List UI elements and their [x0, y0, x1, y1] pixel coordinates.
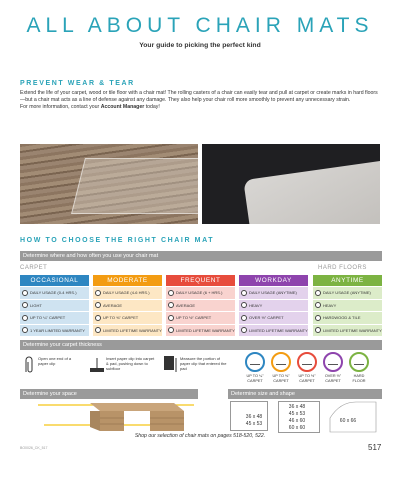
lip-sizes — [282, 404, 312, 432]
account-manager-text: Account Manager — [100, 104, 145, 111]
usage-cell-text: LIMITED LIFETIME WARRANTY — [103, 327, 162, 333]
intro-body: Extend the life of your carpet, wood or tile floor with a chair mat! The rolling casters of a chair can easily tear and pull at carpet or create marks in hard floors—but a chair mat acts as a line of defense against any damage. They also help your chair roll more smoothly to prevent any unnecessary strain. — [20, 90, 378, 104]
usage-cell-text: LIMITED LIFETIME WARRANTY — [176, 327, 235, 333]
usage-cell — [20, 312, 89, 324]
usage-cell — [239, 300, 308, 312]
usage-cell-text: DAILY USAGE (6 + HRS.) — [176, 290, 223, 295]
step-1 — [22, 356, 82, 366]
usage-row-icon — [241, 302, 247, 308]
band-usage: Determine where and how often you use your chair mat — [20, 251, 382, 261]
usage-row-icon — [95, 327, 101, 333]
size-corner-1: 60 x 66 — [339, 418, 357, 424]
usage-cell-text: OVER ½" CARPET — [249, 315, 284, 320]
usage-row-icon — [95, 302, 101, 308]
thickness-badge-label: HARD FLOOR — [352, 374, 366, 383]
size-lip-4: 60 x 60 — [288, 425, 306, 431]
thickness-badge-label: UP TO ⅜" CARPET — [272, 374, 290, 383]
size-lip-1: 36 x 48 — [288, 404, 306, 410]
usage-cell — [93, 287, 162, 299]
usage-cell-text: AVERAGE — [103, 302, 123, 308]
usage-row-icon — [22, 290, 28, 296]
usage-column-frequent — [166, 275, 235, 336]
usage-cell — [93, 300, 162, 312]
usage-cell — [166, 325, 235, 337]
usage-column-occasional — [20, 275, 89, 336]
usage-column-moderate — [93, 275, 162, 336]
usage-row-icon — [315, 302, 321, 308]
usage-cell — [239, 287, 308, 299]
usage-column-header: OCCASIONAL — [20, 275, 89, 286]
desk-space-illustration — [24, 399, 199, 433]
usage-cell — [20, 325, 89, 337]
thickness-badge — [244, 352, 266, 383]
size-lip-2: 45 x 53 — [288, 411, 306, 417]
usage-cell — [239, 312, 308, 324]
usage-cell-text: DAILY USAGE (0-4 HRS.) — [30, 290, 77, 295]
usage-row-icon — [168, 315, 174, 321]
usage-cell-text: DAILY USAGE (ANYTIME) — [249, 290, 297, 295]
usage-cell-text: HEAVY — [323, 302, 337, 308]
carpet-thickness-icon — [349, 352, 369, 372]
rectangle-sizes — [244, 414, 264, 428]
usage-cell — [239, 325, 308, 337]
usage-row-icon — [241, 290, 247, 296]
usage-cell — [93, 312, 162, 324]
step-2 — [90, 356, 156, 371]
usage-cell — [313, 300, 382, 312]
size-lip-3: 46 x 60 — [288, 418, 306, 424]
usage-cell-text: LIMITED LIFETIME WARRANTY — [323, 327, 382, 333]
usage-row-icon — [315, 315, 321, 321]
carpet-mat-photo — [202, 144, 380, 224]
usage-row-icon — [95, 315, 101, 321]
page-subtitle: Your guide to picking the perfect kind — [139, 42, 261, 49]
intro-paragraph — [20, 90, 382, 112]
section-heading-how-to-choose: HOW TO CHOOSE THE RIGHT CHAIR MAT — [20, 237, 215, 244]
corner-sizes — [336, 418, 360, 425]
thickness-badge — [296, 352, 318, 383]
thickness-badge — [270, 352, 292, 383]
corner-mat-shape — [326, 400, 380, 434]
usage-row-icon — [168, 290, 174, 296]
usage-cell-text: UP TO ⅜" CARPET — [103, 315, 139, 320]
usage-row-icon — [168, 302, 174, 308]
footer-note: Shop our selection of chair mats on pages 518-520, 522. — [134, 433, 266, 439]
usage-cell-text: HEAVY — [249, 302, 263, 308]
thickness-badge-label: UP TO ½" CARPET — [298, 374, 316, 383]
band-thickness: Determine your carpet thickness — [20, 340, 382, 350]
step-3-text: Measure the portion of paper clip that entered the pad — [180, 356, 227, 371]
usage-column-anytime — [313, 275, 382, 336]
usage-cell-text: UP TO ¼" CARPET — [30, 315, 66, 320]
usage-cell-text: DAILY USAGE (4-6 HRS.) — [103, 290, 150, 295]
paper-clip-insert-icon — [90, 356, 104, 374]
usage-column-header: MODERATE — [93, 275, 162, 286]
page-number: 517 — [368, 443, 382, 452]
thickness-badge-label: OVER ½" CARPET — [324, 374, 342, 383]
hard-floors-label: HARD FLOORS — [318, 265, 367, 271]
usage-cell — [20, 300, 89, 312]
usage-row-icon — [95, 290, 101, 296]
usage-row-icon — [315, 327, 321, 333]
usage-cell-text: DAILY USAGE (ANYTIME) — [323, 290, 371, 295]
usage-cell-text: LIGHT — [30, 302, 42, 308]
page-code: BO0026_CK_517 — [20, 446, 48, 450]
thickness-badge-label: UP TO ¼" CARPET — [246, 374, 264, 383]
measure-clip-icon — [164, 356, 178, 374]
usage-column-header: FREQUENT — [166, 275, 235, 286]
thickness-badge — [348, 352, 370, 383]
carpet-thickness-icon — [271, 352, 291, 372]
usage-row-icon — [241, 315, 247, 321]
usage-column-header: WORKDAY — [239, 275, 308, 286]
usage-cell-text: UP TO ½" CARPET — [176, 315, 212, 320]
size-rect-2: 45 x 53 — [245, 421, 263, 427]
step-3 — [164, 356, 230, 371]
usage-cell — [166, 287, 235, 299]
usage-cell — [313, 312, 382, 324]
step-1-text: Open one end of a paper clip — [38, 356, 72, 366]
usage-row-icon — [241, 327, 247, 333]
usage-cell-text: 1 YEAR LIMITED WARRANTY — [30, 327, 85, 333]
usage-row-icon — [22, 302, 28, 308]
usage-cell — [313, 325, 382, 337]
usage-cell — [313, 287, 382, 299]
usage-cell — [93, 325, 162, 337]
usage-cell-text: AVERAGE — [176, 302, 196, 308]
usage-row-icon — [315, 290, 321, 296]
section-heading-prevent-wear: PREVENT WEAR & TEAR — [20, 80, 135, 87]
usage-cell — [166, 300, 235, 312]
usage-column-workday — [239, 275, 308, 336]
contact-suffix: today! — [144, 104, 160, 111]
size-rect-1: 36 x 48 — [245, 414, 263, 420]
usage-cell-text: LIMITED LIFETIME WARRANTY — [249, 327, 308, 333]
carpet-thickness-icon — [297, 352, 317, 372]
usage-cell-text: HARDWOOD & TILE — [323, 315, 361, 320]
step-2-text: Insert paper clip into carpet & pad, pushing down to subfloor — [106, 356, 155, 371]
carpet-label: CARPET — [20, 265, 48, 271]
carpet-thickness-icon — [323, 352, 343, 372]
usage-row-icon — [168, 327, 174, 333]
band-size-shape: Determine size and shape — [228, 389, 382, 399]
usage-column-header: ANYTIME — [313, 275, 382, 286]
paper-clip-icon — [22, 356, 36, 374]
page-title: ALL ABOUT CHAIR MATS — [26, 14, 374, 37]
thickness-badge — [322, 352, 344, 383]
usage-cell — [20, 287, 89, 299]
band-space: Determine your space — [20, 389, 198, 399]
carpet-thickness-icon — [245, 352, 265, 372]
usage-cell — [166, 312, 235, 324]
wood-floor-mat-photo — [20, 144, 198, 224]
usage-row-icon — [22, 315, 28, 321]
contact-prefix: For more information, contact your — [20, 104, 101, 111]
usage-row-icon — [22, 327, 28, 333]
